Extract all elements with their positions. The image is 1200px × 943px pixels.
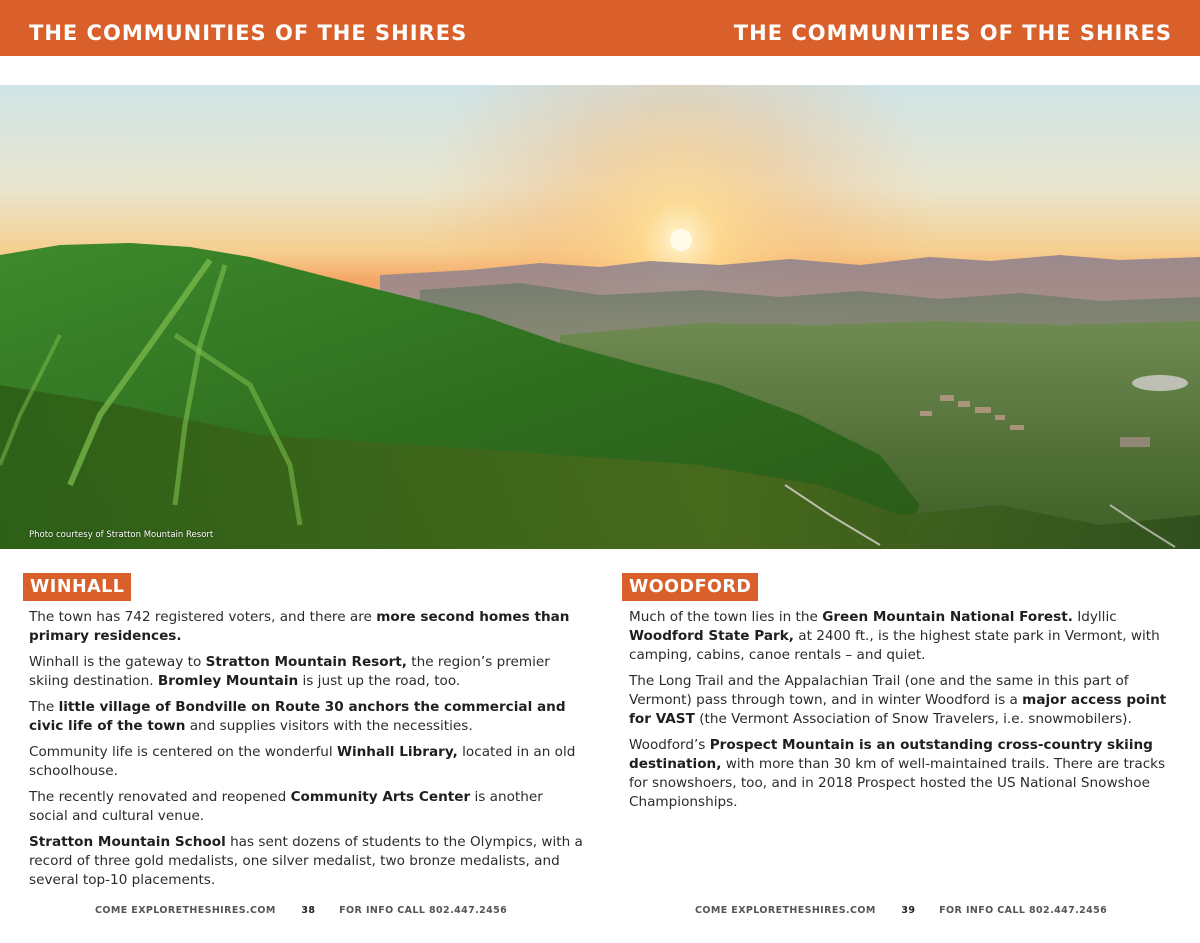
text-run: with more than 30 km of well-maintained trails. There are tracks for snowshoers, too, and in 2018 Prospect hosted the US National Snowshoe Championships. — [629, 756, 1166, 810]
text-run: is just up the road, too. — [298, 673, 461, 689]
winhall-column — [29, 608, 584, 897]
text-run: Community life is centered on the wonderful — [29, 744, 337, 760]
footer-phone: FOR INFO CALL 802.447.2456 — [939, 905, 1108, 916]
footer-right — [695, 905, 1107, 916]
bold-text: Winhall Library, — [336, 744, 458, 760]
woodford-heading: WOODFORD — [622, 573, 758, 601]
winhall-paragraph — [29, 833, 584, 890]
text-run: (the Vermont Association of Snow Travelers, i.e. snowmobilers). — [694, 711, 1132, 727]
bold-text: Green Mountain National Forest. — [822, 609, 1073, 625]
bold-text: Woodford State Park, — [629, 628, 794, 644]
text-run: The town has 742 registered voters, and there are — [29, 609, 377, 625]
winhall-paragraph — [29, 788, 584, 826]
text-run: The — [29, 699, 59, 715]
winhall-heading: WINHALL — [23, 573, 131, 601]
page-number: 39 — [901, 905, 916, 916]
text-run: The Long Trail and the Appalachian Trail (one and the same in this part of Vermont) pass through town, and in winter Woodford is a — [629, 673, 1129, 708]
bold-text: major access point for VAST — [629, 692, 1167, 727]
bold-text: Stratton Mountain School — [29, 834, 226, 850]
footer-phone: FOR INFO CALL 802.447.2456 — [339, 905, 508, 916]
text-run: located in an old schoolhouse. — [29, 744, 576, 779]
header-bar — [0, 0, 1200, 56]
winhall-paragraph — [29, 608, 584, 646]
woodford-paragraph — [629, 672, 1184, 729]
footer-website-link[interactable]: COME EXPLORETHESHIRES.COM — [695, 905, 876, 916]
bold-text: Community Arts Center — [290, 789, 471, 805]
text-run: Woodford’s — [629, 737, 710, 753]
mountain-sunset-photo — [0, 85, 1200, 549]
text-run: The recently renovated and reopened — [29, 789, 291, 805]
woodford-column — [629, 608, 1184, 819]
winhall-paragraph — [29, 653, 584, 691]
header-title-left: THE COMMUNITIES OF THE SHIRES — [29, 21, 468, 45]
bold-text: Stratton Mountain Resort, — [205, 654, 407, 670]
page-number: 38 — [301, 905, 316, 916]
text-run: Much of the town lies in the — [629, 609, 823, 625]
text-run: the region’s premier skiing destination. — [29, 654, 550, 689]
bold-text: Bromley Mountain — [157, 673, 299, 689]
winhall-paragraph — [29, 743, 584, 781]
text-run: Winhall is the gateway to — [29, 654, 206, 670]
text-run: is another social and cultural venue. — [29, 789, 543, 824]
text-run: has sent dozens of students to the Olympics, with a record of three gold medalists, one silver medalist, two bronze medalists, and several top-10 placements. — [29, 834, 583, 888]
text-run: at 2400 ft., is the highest state park in Vermont, with camping, cabins, canoe rentals – and quiet. — [629, 628, 1160, 663]
bold-text: little village of Bondville on Route 30 anchors the commercial and civic life of the town — [29, 699, 566, 734]
footer-left — [95, 905, 507, 916]
winhall-paragraph — [29, 698, 584, 736]
text-run: Idyllic — [1072, 609, 1117, 625]
woodford-paragraph — [629, 608, 1184, 665]
bold-text: more second homes than primary residences. — [29, 609, 570, 644]
bold-text: Prospect Mountain is an outstanding cross-country skiing destination, — [629, 737, 1153, 772]
text-run: and supplies visitors with the necessities. — [185, 718, 473, 734]
woodford-paragraph — [629, 736, 1184, 812]
photo-credit: Photo courtesy of Stratton Mountain Resort — [29, 530, 214, 540]
footer-website-link[interactable]: COME EXPLORETHESHIRES.COM — [95, 905, 276, 916]
header-title-right: THE COMMUNITIES OF THE SHIRES — [733, 21, 1172, 45]
